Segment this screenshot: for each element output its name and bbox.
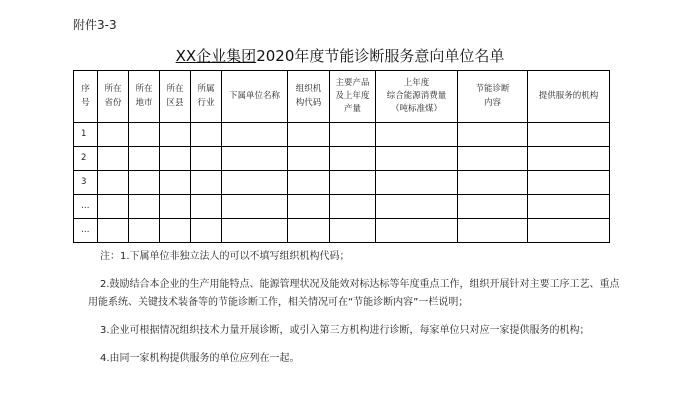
table-row: [74, 147, 610, 171]
table-row: [74, 171, 610, 195]
table-cell: [330, 147, 376, 171]
table-cell: [222, 171, 288, 195]
unit-list-table: [73, 70, 610, 243]
table-cell: [98, 195, 129, 219]
table-cell: [160, 147, 191, 171]
table-cell: [98, 219, 129, 243]
note-2: 2.鼓励结合本企业的生产用能特点、能源管理状况及能效对标达标等年度重点工作，组织开展针对主要工序工艺、重点用能系统、关键技术装备等的节能诊断工作，相关情况可在“节能诊断内容”一栏说明；: [88, 279, 620, 308]
table-cell: [376, 171, 458, 195]
table-cell: [222, 219, 288, 243]
table-cell: [528, 219, 610, 243]
table-cell: [376, 219, 458, 243]
table-cell: [222, 195, 288, 219]
table-cell: [330, 219, 376, 243]
header-unit-name: 下属单位名称: [222, 71, 288, 123]
table-cell: [191, 195, 222, 219]
table-header-row: [74, 71, 610, 123]
header-energy-consumption: 上年度 综合能源消费量 （吨标准煤）: [376, 71, 458, 123]
table-cell: [98, 123, 129, 147]
header-diagnosis-content: 节能诊断 内容: [458, 71, 528, 123]
attachment-label: 附件3-3: [73, 18, 117, 32]
table-row: [74, 219, 610, 243]
row-number: …: [74, 195, 98, 219]
table-cell: [160, 195, 191, 219]
table-row: [74, 123, 610, 147]
table-cell: [288, 195, 330, 219]
table-cell: [160, 171, 191, 195]
table-cell: [98, 147, 129, 171]
table-cell: [129, 147, 160, 171]
table-cell: [330, 123, 376, 147]
header-product-output: 主要产品 及上年度 产量: [330, 71, 376, 123]
table-cell: [458, 219, 528, 243]
header-org-code: 组织机 构代码: [288, 71, 330, 123]
table-cell: [458, 123, 528, 147]
table-cell: [528, 195, 610, 219]
table-cell: [528, 123, 610, 147]
table-cell: [330, 195, 376, 219]
note-1: 注：1.下属单位非独立法人的可以不填写组织机构代码；: [100, 251, 350, 262]
table-cell: [160, 219, 191, 243]
table-cell: [458, 147, 528, 171]
row-number: …: [74, 219, 98, 243]
table-cell: [376, 123, 458, 147]
notes-section: [88, 248, 628, 378]
table-cell: [376, 195, 458, 219]
table-cell: [288, 123, 330, 147]
note-4: 4.由同一家机构提供服务的单位应列在一起。: [100, 353, 300, 364]
table-cell: [191, 123, 222, 147]
table-cell: [528, 171, 610, 195]
note-3: 3.企业可根据情况组织技术力量开展诊断，或引入第三方机构进行诊断，每家单位只对应一家提供服务的机构；: [100, 325, 590, 336]
document-title: [0, 45, 680, 66]
table-cell: [288, 147, 330, 171]
table-cell: [222, 123, 288, 147]
table-cell: [129, 123, 160, 147]
table-cell: [376, 147, 458, 171]
table-cell: [222, 147, 288, 171]
table-cell: [129, 171, 160, 195]
header-province: 所在 省份: [98, 71, 129, 123]
table-cell: [458, 171, 528, 195]
table-cell: [330, 171, 376, 195]
table-cell: [288, 219, 330, 243]
table-cell: [191, 219, 222, 243]
table-cell: [288, 171, 330, 195]
table-cell: [191, 147, 222, 171]
row-number: 2: [74, 147, 98, 171]
table-cell: [191, 171, 222, 195]
table-cell: [160, 123, 191, 147]
table-cell: [98, 171, 129, 195]
table-cell: [129, 195, 160, 219]
row-number: 1: [74, 123, 98, 147]
table-cell: [458, 195, 528, 219]
header-city: 所在 地市: [129, 71, 160, 123]
title-text: 2020年度节能诊断服务意向单位名单: [256, 47, 505, 65]
table-row: [74, 195, 610, 219]
header-seq: 序 号: [74, 71, 98, 123]
header-service-provider: 提供服务的机构: [528, 71, 610, 123]
title-company: XX企业集团: [175, 47, 257, 65]
table-cell: [528, 147, 610, 171]
header-district: 所在 区县: [160, 71, 191, 123]
header-industry: 所属 行业: [191, 71, 222, 123]
table-cell: [129, 219, 160, 243]
row-number: 3: [74, 171, 98, 195]
